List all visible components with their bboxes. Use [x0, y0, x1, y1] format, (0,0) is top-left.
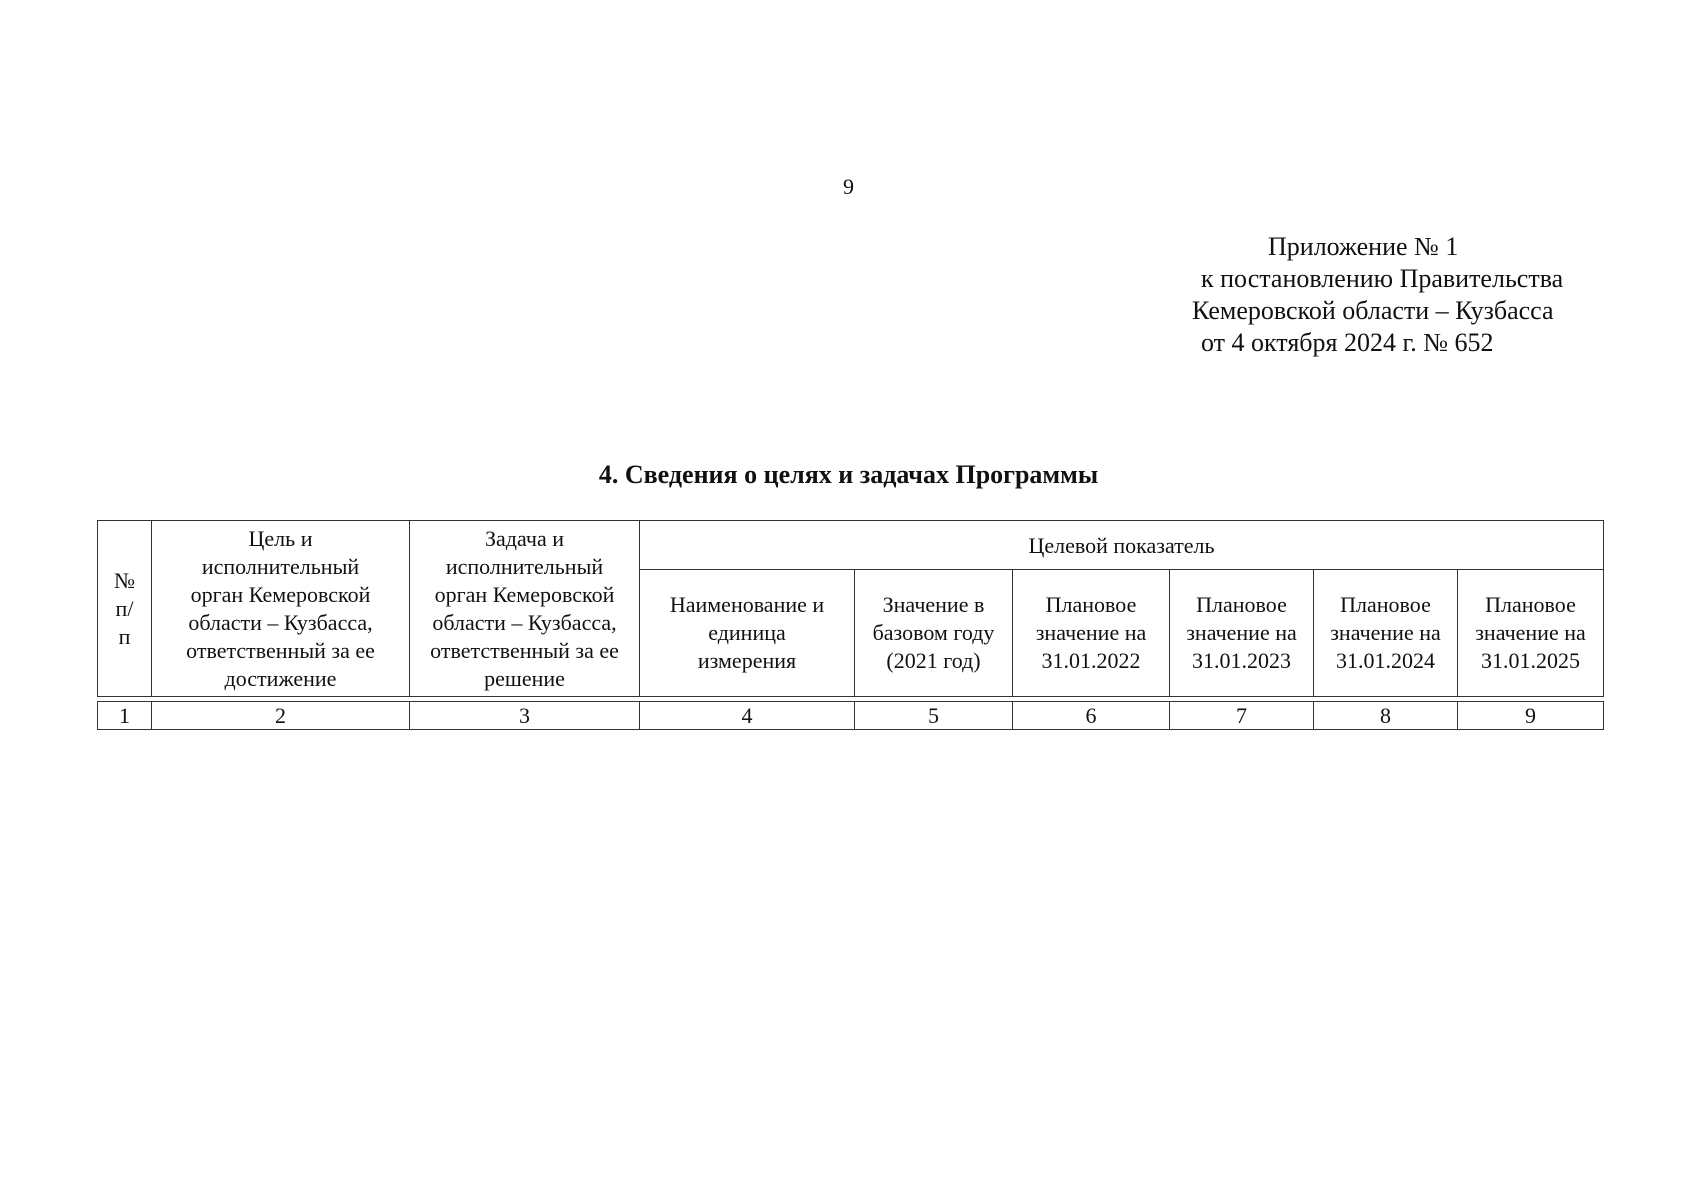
page-number: 9 [843, 174, 854, 199]
column-number-cell: 3 [410, 702, 640, 730]
goals-table [97, 520, 1604, 730]
header-plan-2024: Плановое значение на 31.01.2024 [1314, 570, 1458, 697]
header-num: № п/п [98, 521, 152, 697]
column-number-cell: 2 [152, 702, 410, 730]
appendix-line-2: к постановлению Правительства [1201, 264, 1564, 293]
header-name-unit: Наименование и единица измерения [640, 570, 855, 697]
appendix-line-1: Приложение № 1 [1268, 232, 1459, 261]
header-plan-2023: Плановое значение на 31.01.2023 [1170, 570, 1314, 697]
column-number-row [98, 702, 1604, 730]
column-number-cell: 5 [855, 702, 1013, 730]
header-goal: Цель и исполнительный орган Кемеровской области – Кузбасса, ответственный за ее достижение [152, 521, 410, 697]
appendix-line-4: от 4 октября 2024 г. № 652 [1201, 328, 1494, 357]
header-plan-2022: Плановое значение на 31.01.2022 [1013, 570, 1170, 697]
column-number-cell: 4 [640, 702, 855, 730]
header-target-indicator: Целевой показатель [640, 521, 1604, 570]
column-number-cell: 6 [1013, 702, 1170, 730]
header-base-value: Значение в базовом году (2021 год) [855, 570, 1013, 697]
column-number-cell: 8 [1314, 702, 1458, 730]
appendix-line-3: Кемеровской области – Кузбасса [1192, 296, 1554, 325]
appendix-block [1192, 231, 1563, 359]
column-number-cell: 9 [1458, 702, 1604, 730]
column-number-cell: 1 [98, 702, 152, 730]
header-plan-2025: Плановое значение на 31.01.2025 [1458, 570, 1604, 697]
header-task: Задача и исполнительный орган Кемеровской области – Кузбасса, ответственный за ее решение [410, 521, 640, 697]
column-number-cell: 7 [1170, 702, 1314, 730]
section-title: 4. Сведения о целях и задачах Программы [598, 460, 1099, 489]
